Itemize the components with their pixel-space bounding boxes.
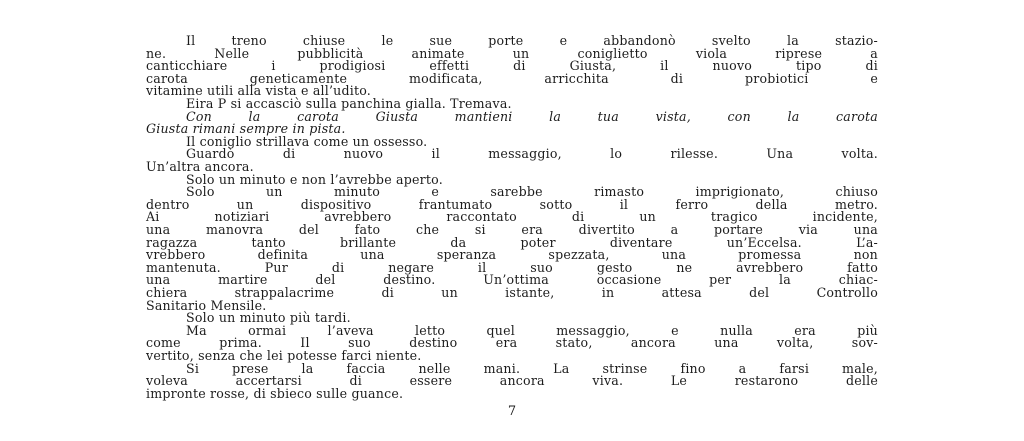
text-line: vitamine utili alla vista e all’udito. [146, 83, 372, 99]
book-page [146, 34, 878, 434]
text-line: carota geneticamente modificata, arricchita di probiotici e [146, 70, 878, 86]
text-line: come prima. Il suo destino era stato, ancora una volta, sov- [146, 335, 878, 351]
text-line: Eira P si accasciò sulla panchina gialla. Tremava. [186, 96, 512, 111]
text-line: Solo un minuto più tardi. [186, 310, 351, 326]
text-line: vrebbero definita una speranza spezzata, una promessa non [146, 247, 878, 263]
text-line: mantenuta. Pur di negare il suo gesto ne avrebbero fatto [146, 259, 878, 275]
text-line: impronte rosse, di sbieco sulle guance. [146, 385, 404, 401]
text-line: Si prese la faccia nelle mani. La strinse fino a farsi male, [186, 360, 878, 376]
text-line: Ai notiziari avrebbero raccontato di un tragico incidente, [146, 209, 878, 225]
text-line: Il treno chiuse le sue porte e abbandonò svelto la stazio- [186, 33, 878, 48]
text-line: dentro un dispositivo frantumato sotto il ferro della metro. [146, 196, 878, 212]
text-line: chiera strappalacrime di un istante, in attesa del Controllo [146, 285, 878, 300]
text-line: Guardò di nuovo il messaggio, lo rilesse. Una volta. [186, 146, 878, 162]
text-line: ne. Nelle pubblicità animate un coniglietto viola riprese a [146, 45, 878, 61]
text-line: Sanitario Mensile. [146, 297, 267, 313]
text-line: una manovra del fato che si era divertito a portare via una [146, 222, 878, 237]
text-line: voleva accertarsi di essere ancora viva. Le restarono delle [146, 373, 878, 389]
text-line-italic: Giusta rimani sempre in pista. [146, 121, 346, 137]
text-line: una martire del destino. Un’ottima occasione per la chiac- [146, 272, 878, 288]
text-line: Solo un minuto e sarebbe rimasto imprigionato, chiuso [186, 184, 878, 200]
text-line: canticchiare i prodigiosi effetti di Giusta, il nuovo tipo di [146, 58, 878, 74]
page-number: 7 [507, 404, 517, 419]
text-line-italic: Con la carota Giusta mantieni la tua vista, con la carota [186, 108, 878, 124]
text-line: Un’altra ancora. [146, 159, 254, 174]
text-line: Ma ormai l’aveva letto quel messaggio, e nulla era più [186, 322, 878, 338]
text-line: ragazza tanto brillante da poter diventare un’Eccelsa. L’a- [146, 234, 878, 250]
text-line: Il coniglio strillava come un ossesso. [186, 133, 428, 149]
text-line: vertito, senza che lei potesse farci niente. [146, 348, 422, 363]
text-line: Solo un minuto e non l’avrebbe aperto. [186, 171, 443, 187]
